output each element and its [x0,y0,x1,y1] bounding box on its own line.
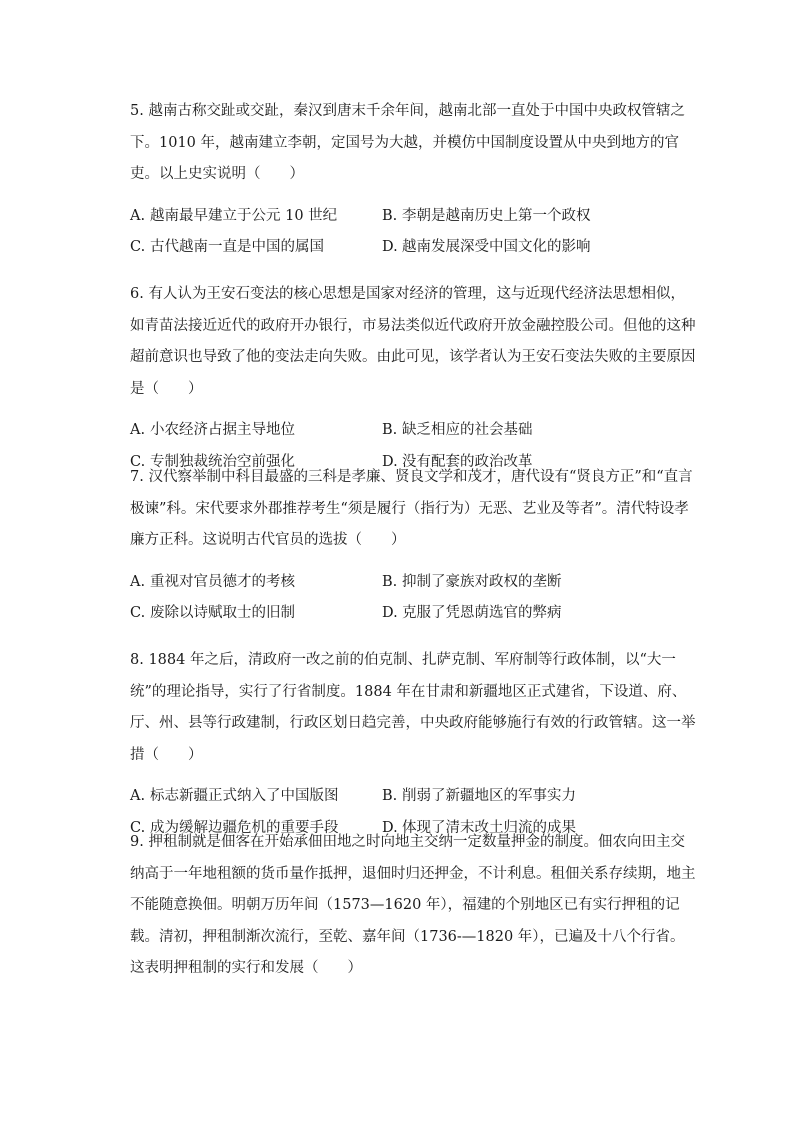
question-9 [130,827,696,985]
question-5 [130,96,696,264]
question-6 [130,279,696,478]
option-d: D. 越南发展深受中国文化的影响 [382,239,591,255]
question-8 [130,645,696,844]
options [130,567,696,630]
question-stem: 6. 有人认为王安石变法的核心思想是国家对经济的管理，这与近现代经济法思想相似，如青苗法接近近代的政府开办银行，市易法类似近代政府开放金融控股公司。但他的这种超前意识也导致了他的变法走向失败。由此可见，该学者认为王安石变法失败的主要原因是（ ） [130,286,696,397]
question-stem: 8. 1884 年之后，清政府一改之前的伯克制、扎萨克制、军府制等行政体制，以“大一统”的理论指导，实行了行省制度。1884 年在甘肃和新疆地区正式建省，下设道、府、厅、州、县等行政建制，行政区划日趋完善，中央政府能够施行有效的行政管辖。这一举措（ ） [130,652,696,763]
option-b: B. 缺乏相应的社会基础 [382,422,533,438]
option-a: A. 重视对官员德才的考核 [130,573,295,590]
options [130,201,696,264]
question-stem: 5. 越南古称交趾或交趾，秦汉到唐末千余年间，越南北部一直处于中国中央政权管辖之下。1010 年，越南建立李朝，定国号为大越，并模仿中国制度设置从中央到地方的官吏。以上史实说明（ ） [130,103,685,182]
option-a: A. 越南最早建立于公元 10 世纪 [130,207,338,224]
option-d: D. 体现了清末改土归流的成果 [382,819,576,836]
option-c: C. 专制独裁统治空前强化 [130,453,295,470]
option-b: B. 李朝是越南历史上第一个政权 [382,207,591,224]
option-d: D. 克服了凭恩荫选官的弊病 [382,605,562,621]
option-a: A. 标志新疆正式纳入了中国版图 [130,788,339,804]
option-a: A. 小农经济占据主导地位 [130,422,295,438]
option-b: B. 削弱了新疆地区的军事实力 [382,788,576,804]
question-7 [130,462,696,630]
question-stem: 9. 押租制就是佃客在开始承佃田地之时向地主交纳一定数量押金的制度。佃农向田主交纳高于一年地租额的货币量作抵押，退佃时归还押金，不计利息。租佃关系存续期，地主不能随意换佃。明朝万历年间（1573—1620 年），福建的个别地区已有实行押租的记载。清初，押租制渐次流行，至乾、嘉年间（1736-—1820 年），已遍及十八个行省。这表明押租制的实行和发展（ ） [130,834,696,976]
question-stem: 7. 汉代察举制中科目最盛的三科是孝廉、贤良文学和茂才，唐代设有“贤良方正”和“直言极谏”科。宋代要求外郡推荐考生“须是履行（指行为）无恶、艺业及等者”。清代特设孝廉方正科。这说明古代官员的选拔（ ） [130,469,693,548]
option-c: C. 废除以诗赋取士的旧制 [130,605,295,621]
option-b: B. 抑制了豪族对政权的垄断 [382,573,562,590]
option-c: C. 成为缓解边疆危机的重要手段 [130,819,339,836]
option-d: D. 没有配套的政治改革 [382,453,533,470]
option-c: C. 古代越南一直是中国的属国 [130,239,324,255]
